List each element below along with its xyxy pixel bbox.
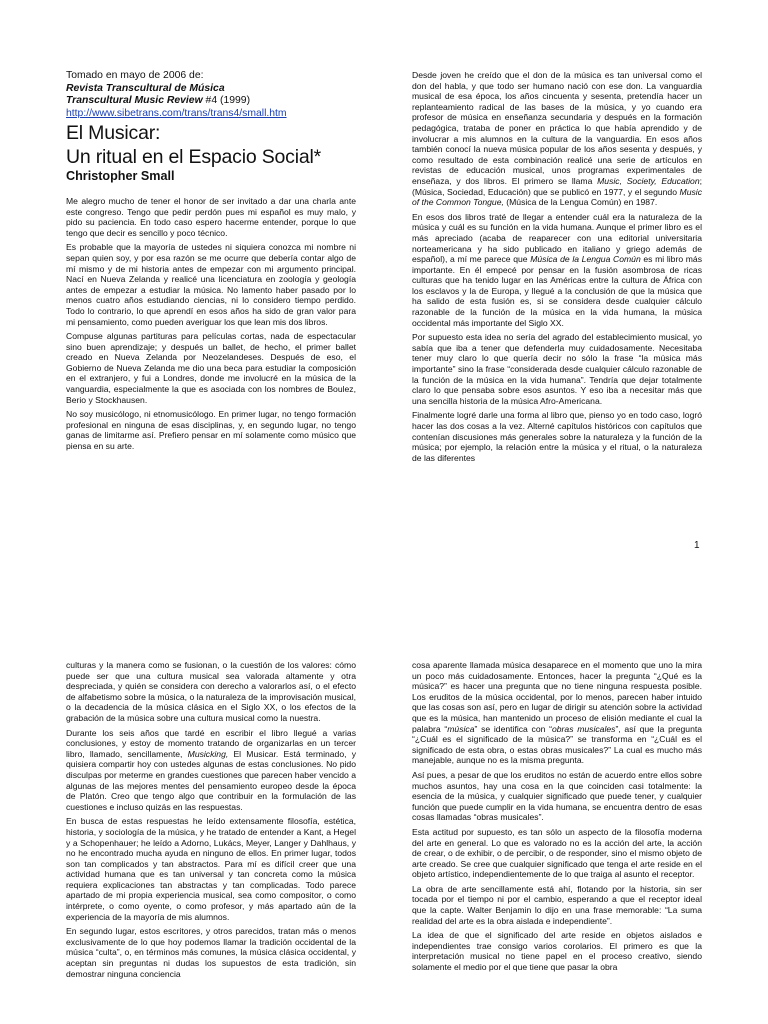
- emphasis: música: [447, 723, 475, 734]
- right-column: [412, 70, 702, 467]
- right-column: [412, 660, 702, 977]
- text-run: El Musicar. Está terminado, y quisiera compartir hoy con ustedes algunas de estas conclusiones. No pido disculpas por meterme en grandes cuestiones que parecen haber vencido a algunas de las mejores mentes del pensamiento europeo desde la época de Platón. Creo que tengo algo que contribuir en la formulación de las cuestiones e incluso quizás en las respuestas.: [66, 748, 356, 812]
- paragraph: En busca de estas respuestas he leído extensamente filosofía, estética, historia, y sociología de la música, y he tratado de entender a Kant, a Hegel y a Schopenhauer; he leído a Adorno, Lukács, Meyer, Langer y Dahlhaus, y no he encontrado mucha ayuda en ninguno de ellos. En primer lugar, todos son tan complicados y tan abstractos. Para mí es difícil creer que una actividad humana que es tan universal y tan concreta como la música requiera explicaciones tan abstractas y tan complicadas. Todo parece apartado de mi propia experiencia musical, sea como compositor, o como intérprete, o como oyente, o como profesor, y más apartado aún de la experiencia de la mayoría de mis alumnos.: [66, 816, 356, 922]
- page-number: 1: [694, 540, 700, 551]
- page-gap: [0, 572, 768, 652]
- journal-name: Revista Transcultural de Música: [66, 82, 225, 94]
- text-run: es mi libro más importante. En él empecé por pensar en la fusión asombrosa de ricas culturas que ha tenido lugar en las Américas entre la cultura de África con los esclavos y la de Europa, y llegué a la conclusión de que la música que ha salido de esta fusión es, si se considera desde cualquier cálculo razonable de la función de la música en la vida humana, la música occidental más importante del Siglo XX.: [412, 254, 703, 328]
- book-title: Music, Society, Education: [597, 175, 700, 186]
- text-run: En esos dos libros traté de llegar a entender cuál era la naturaleza de la música y cuál es su función en la vida humana. Aunque el primer libro es el más apreciado (acaba de reaparecer con una editorial universitaria norteamericana y ha sido publicado en italiano y griego además de español), a mí me parece que: [412, 211, 702, 265]
- journal-english-title: Transcultural Music Review: [66, 95, 203, 107]
- paragraph: Esta actitud por supuesto, es tan sólo un aspecto de la filosofía moderna del arte en general. Lo que es valorado no es la acción del arte, la acción de crear, o de exhibir, o de percibir, o de responder, sino el mismo objeto de arte creado. Se cree que cualquier significado que tenga el arte reside en el objeto artístico, independientemente de lo que traiga al asunto el receptor.: [412, 826, 702, 880]
- paragraph: Por supuesto esta idea no sería del agrado del establecimiento musical, yo sabía que iba a tener que defenderla muy cuidadosamente. Necesitaba tener muy claro lo que quería decir no sólo la frase “la música más importante” sino la frase “considerada desde cualquier cálculo razonable de la función de la música en la vida humana”. Tendría que dejar totalmente claro lo que pensaba sobre esos asuntos. Y eso iba a necesitar más que una sencilla historia de la música Afro-Americana.: [412, 332, 702, 406]
- text-run: ”, así que la pregunta “¿Cuál es el significado de la música?” se transforma en “¿Cuál es el significado de esta obra, o estas obras musicales?” La cual es mucho más manejable, aunque no es la misma pregunta.: [412, 723, 703, 766]
- text-run: ; (Música, Sociedad, Educación) que se publicó en 1977, y el segundo: [412, 175, 702, 197]
- text-run: cosa aparente llamada música desaparece en el momento que uno la mira un poco más cuidadosamente. Entonces, hacer la pregunta “¿Qué es la música?” es hacer una pregunta que no tiene ninguna respuesta posible. Los eruditos de la música occidental, por lo menos, parecen haber intuido que las cosas son así, pero en lugar de dirigir su atención sobre la actividad que es la música, han mantenido un proceso de elisión mediante el cual la palabra “: [412, 660, 702, 734]
- paragraph: La idea de que el significado del arte reside en objetos aislados e independientes trae consigo varios corolarios. El primero es que la interpretación musical no tiene papel en el proceso creativo, siendo solamente el medio por el que tiene que pasar la obra: [412, 930, 702, 973]
- book-title: Música de la Lengua Común: [530, 254, 641, 265]
- paragraph: [412, 212, 702, 329]
- paragraph: No soy musicólogo, ni etnomusicólogo. En primer lugar, no tengo formación profesional en ninguna de esas disciplinas, y, en segundo lugar, no tengo ganas de limitarme así. Prefiero pensar en mí solamente como músico que piensa en su arte.: [66, 409, 356, 452]
- text-run: Durante los seis años que tardé en escribir el libro llegué a varias conclusiones, y estoy de momento tratando de organizarlas en un tercer libro, llamado, sencillamente,: [66, 727, 356, 759]
- text-run: ” se identifica con “: [474, 723, 552, 734]
- book-title: Music of the Common Tongue,: [412, 186, 702, 208]
- book-title: Musicking,: [187, 748, 229, 759]
- text-run: Desde joven he creído que el don de la música es tan universal como el don del habla, y que todo ser humano nació con ese don. La vanguardia musical de esa época, los años cincuenta y sesenta, pretendía hacer un replanteamiento radical de las bases de la música, y yo cuando era profesor de música en enseñanza secundaria y después en la formación pedagógica, trataba de poner en práctica lo que había aprendido y de involucrar a mis alumnos en la cultura de la vanguardia. En esos años también conocí la nueva música popular de los años sesenta y después, y como resultado de esta combinación realicé una serie de artículos en revistas de educación musical, unos programas experimentales de enseñaza, y dos libros. El primero se llama: [412, 70, 702, 186]
- paragraph: En segundo lugar, estos escritores, y otros parecidos, tratan más o menos exclusivamente de lo que hoy podemos llamar la tradición occidental de la música “culta”, o, en términos más comunes, la música clásica occidental, y aceptan sin preguntas ni dudas los supuestos de esta tradición, sin demostrar ninguna conciencia: [66, 926, 356, 979]
- emphasis: obras musicales: [552, 723, 616, 734]
- source-line: Tomado en mayo de 2006 de:: [66, 70, 204, 81]
- paragraph: Compuse algunas partituras para películas cortas, nada de espectacular sino buen aprendizaje; y después un ballet, de hecho, el primer ballet creado en Nueva Zelanda por Neozelandeses. Después de eso, el Gobierno de Nueva Zelanda me dio una beca para estudiar la composición en el extranjero, y fui a Londres, donde me involucré en la música de la vanguardia, especialmente la que es asociada con los nombres de Boulez, Berio y Stockhausen.: [66, 331, 356, 405]
- source-url-link[interactable]: http://www.sibetrans.com/trans/trans4/small.htm: [66, 107, 287, 119]
- issue-number: #4 (1999): [202, 95, 251, 107]
- paragraph: [412, 70, 702, 208]
- paragraph: [66, 728, 356, 813]
- page-2: [0, 652, 768, 1024]
- paragraph: Me alegro mucho de tener el honor de ser invitado a dar una charla ante este congreso. Tengo que pedir perdón pues mi español es muy malo, y pido su paciencia. En todo caso espero hacerme entender, porque lo que tengo que decir es sencillo y poco técnico.: [66, 195, 356, 238]
- article-title-line1: El Musicar:: [66, 122, 161, 145]
- paragraph: Finalmente logré darle una forma al libro que, pienso yo en todo caso, logró hacer las dos cosas a la vez. Alterné capítulos históricos con capítulos que contenían discusiones más generales sobre la naturaleza y la función de la música; por ejemplo, la relación entre la música y el ritual, o la naturaleza de las diferentes: [412, 410, 702, 463]
- paragraph: Es probable que la mayoría de ustedes ni siquiera conozca mi nombre ni sepan quien soy, y por esa razón se me ocurre que debería contar algo de mí mismo y de mi historia antes de empezar con mi argumento principal. Nací en Nueva Zelanda y realicé una licenciatura en zoología y geología antes de empezar a estudiar la música. No lamento haber pasado por lo menos cuatro años estudiando ciencias, ni lo considero tiempo perdido. Todo lo contrario, lo que aprendí en esos años ha sido de gran valor para mi pensamiento, como pueden averiguar los que lean mis dos libros.: [66, 242, 356, 327]
- text-run: (Música de la Lengua Común) en 1987.: [503, 197, 658, 208]
- journal-issue: [66, 95, 356, 108]
- paragraph: [412, 660, 702, 766]
- source-citation: [66, 70, 356, 120]
- left-column: [66, 660, 356, 983]
- paragraph: culturas y la manera como se fusionan, o la cuestión de los valores: cómo puede ser que una cultura musical sea valorada altamente y otra despreciada, y quién se considera con derecho a valorarlos así, o el efecto de alfabetismo sobre la música, o la naturaleza de la improvisación musical, o la decadencia de la música clásica en el Siglo XX, o los efectos de la grabación de la música sobre una cultura musical como la nuestra.: [66, 660, 356, 723]
- article-author: Christopher Small: [66, 169, 175, 184]
- paragraph: Así pues, a pesar de que los eruditos no están de acuerdo entre ellos sobre muchos asuntos, hay una cosa en la que coinciden casi totalmente: la esencia de la música, y cualquier significado que puede tener, y cualquier función que puede cumplir en la vida humana, se encuentra dentro de esas cosas llamadas “obras musicales”.: [412, 769, 702, 823]
- paragraph: La obra de arte sencillamente está ahí, flotando por la historia, sin ser tocada por el tiempo ni por el cambio, esperando a que el receptor ideal que la capte. Walter Benjamin lo dijo en una frase memorable: “La suma realidad del arte es la obra aislada e independiente”.: [412, 883, 702, 926]
- left-column: [66, 70, 356, 456]
- article-title-line2: Un ritual en el Espacio Social*: [66, 146, 322, 169]
